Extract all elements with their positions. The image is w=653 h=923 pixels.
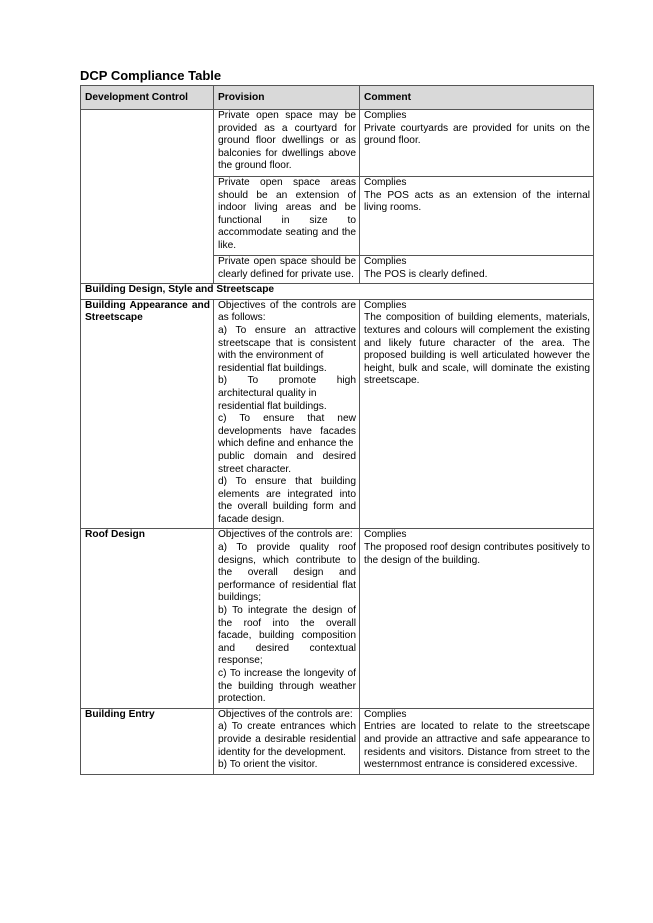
comment-cell <box>360 299 594 529</box>
section-heading: Building Design, Style and Streetscape <box>81 284 594 300</box>
provision-line: a) To provide quality roof designs, which contribute to the overall design and performance of residential flat buildings; <box>218 542 356 604</box>
provision-line: b) To promote high architectural quality in <box>218 375 356 399</box>
provision-text: Private open space areas should be an extension of indoor living areas and be functional in size to accommodate seating and the like. <box>218 177 356 251</box>
provision-line: residential flat buildings. <box>218 362 327 374</box>
provision-line: Objectives of the controls are: <box>218 708 353 720</box>
header-provision: Provision <box>214 86 360 110</box>
provision-cell <box>214 529 360 708</box>
provision-line: public domain and desired street character. <box>218 450 356 475</box>
compliance-status: Complies <box>364 299 407 311</box>
provision-line: b) To orient the visitor. <box>218 759 318 771</box>
provision-cell <box>214 110 360 177</box>
comment-cell <box>360 177 594 256</box>
control-cell: Roof Design <box>81 529 214 708</box>
table-row <box>81 110 594 177</box>
comment-text: Private courtyards are provided for units on the ground floor. <box>364 122 590 147</box>
provision-cell <box>214 708 360 774</box>
comment-text: The POS is clearly defined. <box>364 268 488 280</box>
provision-line: residential flat buildings. <box>218 400 327 412</box>
provision-cell <box>214 256 360 284</box>
provision-cell <box>214 299 360 529</box>
table-row <box>81 299 594 529</box>
provision-line: d) To ensure that building elements are integrated into the overall building form and facade design. <box>218 476 356 525</box>
comment-cell <box>360 256 594 284</box>
comment-text: The POS acts as an extension of the internal living rooms. <box>364 189 590 214</box>
table-row <box>81 529 594 708</box>
control-cell: Building Appearance and Streetscape <box>81 299 214 529</box>
provision-line: b) To integrate the design of the roof into the overall facade, building composition and desired contextual response; <box>218 605 356 667</box>
control-cell <box>81 110 214 284</box>
provision-text: Private open space may be provided as a courtyard for ground floor dwellings or as balconies for dwellings above the ground floor. <box>218 110 356 172</box>
provision-cell <box>214 177 360 256</box>
compliance-status: Complies <box>364 177 407 188</box>
provision-line: Objectives of the controls are as follows: <box>218 299 356 324</box>
dcp-compliance-table <box>80 85 594 775</box>
comment-text: The proposed roof design contributes positively to the design of the building. <box>364 542 590 566</box>
compliance-status: Complies <box>364 256 407 267</box>
provision-line: Objectives of the controls are: <box>218 529 353 541</box>
provision-line: c) To ensure that new developments have facades which define and enhance the <box>218 413 356 450</box>
provision-line: a) To ensure an attractive streetscape that is consistent with the environment of <box>218 324 356 362</box>
compliance-status: Complies <box>364 708 407 720</box>
compliance-status: Complies <box>364 110 407 121</box>
provision-text: Private open space should be clearly defined for private use. <box>218 256 356 280</box>
header-development-control: Development Control <box>81 86 214 110</box>
page-title: DCP Compliance Table <box>80 68 222 83</box>
comment-cell <box>360 110 594 177</box>
comment-cell <box>360 529 594 708</box>
section-row <box>81 284 594 300</box>
provision-line: c) To increase the longevity of the building through weather protection. <box>218 668 356 705</box>
control-cell: Building Entry <box>81 708 214 774</box>
comment-text: Entries are located to relate to the streetscape and provide an attractive and safe appearance to residents and visitors. Distance from street to the westernmost entrance is considered excessive. <box>364 721 590 771</box>
header-comment: Comment <box>360 86 594 110</box>
compliance-status: Complies <box>364 529 407 541</box>
provision-line: a) To create entrances which provide a desirable residential identity for the development. <box>218 721 356 758</box>
table-header-row <box>81 86 594 110</box>
comment-text: The composition of building elements, materials, textures and colours will complement the existing and likely future character of the area. The proposed building is well articulated however the height, bulk and scale, will dominate the existing streetscape. <box>364 312 590 387</box>
table-row <box>81 708 594 774</box>
comment-cell <box>360 708 594 774</box>
